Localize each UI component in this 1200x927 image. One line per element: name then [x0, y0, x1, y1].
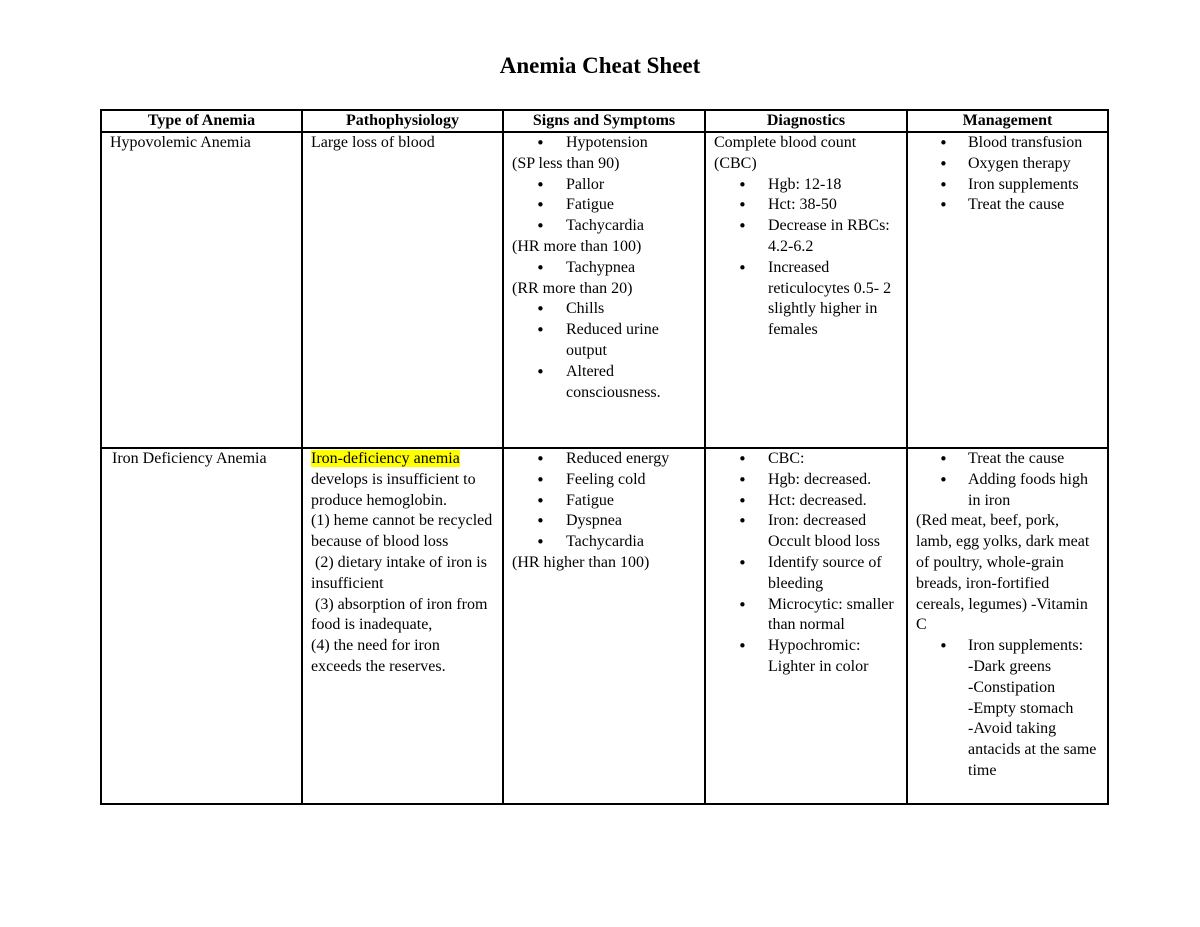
- list-item: • Hgb: decreased.: [714, 470, 898, 491]
- list-item: • Blood transfusion: [916, 133, 1099, 154]
- sign-note: (HR higher than 100): [512, 553, 650, 571]
- header-pathophysiology: Pathophysiology: [302, 110, 503, 132]
- list-item: • Reduced energy: [512, 449, 696, 470]
- header-type: Type of Anemia: [101, 110, 302, 132]
- list-item: • Reduced urine output: [512, 320, 696, 362]
- list-item: • Pallor: [512, 175, 696, 196]
- table-row: [101, 132, 1108, 448]
- patho-point: (4) the need for iron exceeds the reserves.: [311, 637, 446, 675]
- list-item: • Fatigue: [512, 491, 696, 512]
- list-item: • Hgb: 12-18: [714, 175, 898, 196]
- management-cell: [907, 448, 1108, 804]
- list-item: • Treat the cause: [916, 449, 1099, 470]
- sign-note: (SP less than 90): [512, 154, 620, 172]
- list-item: • Altered consciousness.: [512, 362, 696, 404]
- list-item: • Hct: decreased.: [714, 491, 898, 512]
- patho-rest: develops is insufficient to produce hemoglobin.: [311, 470, 476, 509]
- patho-point: (1) heme cannot be recycled because of blood loss: [311, 512, 493, 551]
- patho-point: (2) dietary intake of iron is insufficient: [311, 553, 491, 592]
- diagnostics-list: [714, 449, 898, 678]
- management-list: [916, 133, 1099, 216]
- list-item: • Hct: 38-50: [714, 195, 898, 216]
- list-item: • Chills: [512, 299, 696, 320]
- signs-list: [512, 175, 696, 237]
- sign-note: (RR more than 20): [512, 279, 633, 297]
- list-item: • Tachycardia: [512, 532, 696, 553]
- header-diagnostics: Diagnostics: [705, 110, 907, 132]
- management-list: [916, 449, 1099, 511]
- signs-list: [512, 449, 696, 553]
- management-list: [916, 636, 1099, 657]
- list-item: • Microcytic: smaller than normal: [714, 595, 898, 637]
- signs-list: [512, 133, 696, 154]
- patho-point: (3) absorption of iron from food is inadequate,: [311, 595, 492, 634]
- patho-text: Large loss of blood: [311, 134, 435, 151]
- anemia-table: [100, 109, 1109, 805]
- diagnostics-cell: [705, 132, 907, 448]
- signs-cell: [503, 132, 705, 448]
- pathophysiology-cell: [302, 132, 503, 448]
- list-item: • Hypotension: [512, 133, 696, 154]
- list-item: • Iron supplements:: [916, 636, 1099, 657]
- header-signs-symptoms: Signs and Symptoms: [503, 110, 705, 132]
- list-item: • CBC:: [714, 449, 898, 470]
- management-cell: [907, 132, 1108, 448]
- supplement-sub-item: -Constipation: [968, 678, 1056, 696]
- table-header-row: [101, 110, 1108, 132]
- pathophysiology-cell: [302, 448, 503, 804]
- anemia-type: Hypovolemic Anemia: [101, 132, 302, 448]
- signs-list: [512, 299, 696, 403]
- foods-note: (Red meat, beef, pork, lamb, egg yolks, dark meat of poultry, whole-grain breads, iron-fortified cereals, legumes) -Vitamin C: [916, 512, 1090, 634]
- list-item: • Dyspnea: [512, 511, 696, 532]
- list-item: • Iron: decreased Occult blood loss: [714, 511, 898, 553]
- sign-note: (HR more than 100): [512, 237, 642, 255]
- header-management: Management: [907, 110, 1108, 132]
- highlighted-term: Iron-deficiency anemia: [311, 450, 460, 467]
- supplement-sub-item: -Avoid taking antacids at the same time: [968, 720, 1097, 779]
- supplement-sub-item: -Dark greens: [968, 657, 1052, 675]
- list-item: • Tachypnea: [512, 258, 696, 279]
- diagnostics-cell: [705, 448, 907, 804]
- list-item: • Treat the cause: [916, 195, 1099, 216]
- signs-cell: [503, 448, 705, 804]
- diagnostics-intro: Complete blood count (CBC): [714, 134, 857, 172]
- list-item: • Iron supplements: [916, 175, 1099, 196]
- list-item: • Fatigue: [512, 195, 696, 216]
- patho-text: [311, 449, 494, 511]
- list-item: • Feeling cold: [512, 470, 696, 491]
- list-item: • Adding foods high in iron: [916, 470, 1099, 512]
- supplement-sub-item: -Empty stomach: [968, 699, 1074, 717]
- signs-list: [512, 258, 696, 279]
- anemia-type: Iron Deficiency Anemia: [101, 448, 302, 804]
- list-item: • Hypochromic: Lighter in color: [714, 636, 898, 678]
- list-item: • Oxygen therapy: [916, 154, 1099, 175]
- diagnostics-list: [714, 175, 898, 341]
- list-item: • Identify source of bleeding: [714, 553, 898, 595]
- table-row: [101, 448, 1108, 804]
- list-item: • Tachycardia: [512, 216, 696, 237]
- document-title: Anemia Cheat Sheet: [499, 53, 701, 78]
- list-item: • Decrease in RBCs: 4.2-6.2: [714, 216, 898, 258]
- list-item: • Increased reticulocytes 0.5- 2 slightly higher in females: [714, 258, 898, 341]
